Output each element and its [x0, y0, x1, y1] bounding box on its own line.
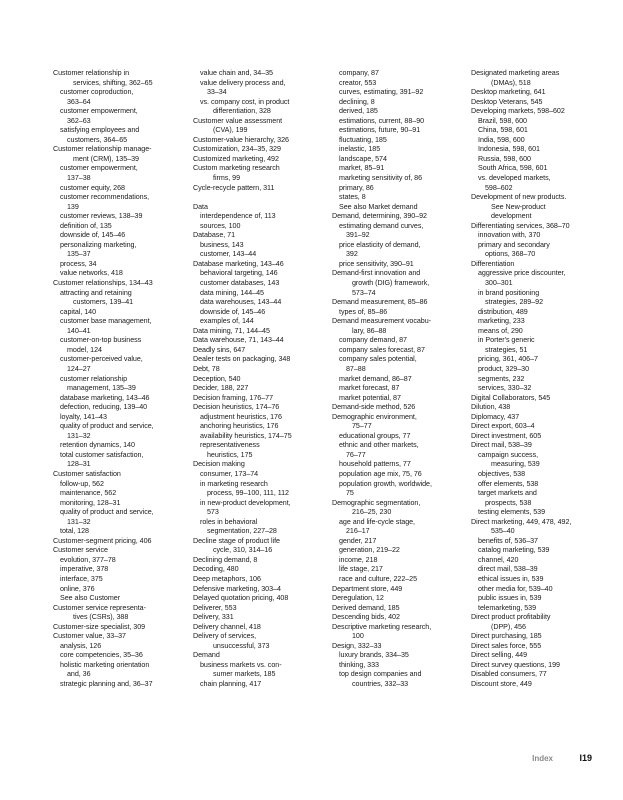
index-subentry: 300–301 [485, 279, 513, 288]
index-entry: Customer satisfaction [53, 469, 121, 478]
index-subentry: 76–77 [346, 450, 366, 459]
index-subentry: customer databases, 143 [200, 279, 280, 288]
index-entry: Data [193, 202, 208, 211]
index-subentry: unsuccessful, 373 [213, 641, 270, 650]
index-subentry: 573–74 [352, 288, 376, 297]
index-entry: Developing markets, 598–602 [471, 107, 565, 116]
index-column-2 [193, 69, 341, 690]
index-subentry: definition of, 135 [60, 221, 112, 230]
index-subentry: (DPP), 456 [491, 622, 526, 631]
index-entry: Deliverer, 553 [193, 603, 237, 612]
index-subentry: See also Market demand [339, 202, 418, 211]
index-subentry: strategies, 51 [485, 345, 528, 354]
index-subentry: benefits of, 536–37 [478, 536, 538, 545]
index-subentry: price elasticity of demand, [339, 240, 421, 249]
index-subentry: race and culture, 222–25 [339, 574, 418, 583]
index-entry: Descriptive marketing research, [332, 622, 432, 631]
index-subentry: customer coproduction, [60, 88, 134, 97]
index-subentry: aggressive price discounter, [478, 269, 566, 278]
index-subentry: campaign success, [478, 450, 539, 459]
index-subentry: and, 36 [67, 670, 91, 679]
index-column-4 [471, 69, 619, 690]
index-subentry: distribution, 489 [478, 307, 528, 316]
index-subentry: in brand positioning [478, 288, 540, 297]
index-entry: Customer value, 33–37 [53, 632, 126, 641]
index-entry: Customization, 234–35, 329 [193, 145, 281, 154]
index-subentry: means of, 290 [478, 326, 523, 335]
index-subentry: process, 99–100, 111, 112 [207, 489, 289, 498]
index-subentry: roles in behavioral [200, 517, 258, 526]
index-entry: Customer value assessment [193, 116, 283, 125]
index-subentry: interdependence of, 113 [200, 212, 276, 221]
index-subentry: 363–64 [67, 97, 91, 106]
index-subentry: 131–32 [67, 431, 91, 440]
index-subentry: estimations, current, 88–90 [339, 116, 425, 125]
index-subentry: vs. company cost, in product [200, 97, 290, 106]
index-subentry: 362–63 [67, 116, 91, 125]
index-subentry: (CVA), 199 [213, 126, 248, 135]
index-column-1 [53, 69, 201, 690]
index-subentry: 139 [67, 202, 79, 211]
index-entry: Defensive marketing, 303–4 [193, 584, 281, 593]
index-subentry: marketing sensitivity of, 86 [339, 174, 423, 183]
index-subentry: segments, 232 [478, 374, 525, 383]
index-subentry: top design companies and [339, 670, 422, 679]
index-entry: Data mining, 71, 144–45 [193, 326, 270, 335]
index-subentry: derived, 185 [339, 107, 378, 116]
index-subentry: 75 [346, 489, 354, 498]
index-entry: Deregulation, 12 [332, 594, 384, 603]
index-subentry: customer reviews, 138–39 [60, 212, 143, 221]
index-entry: Delivery, 331 [193, 613, 234, 622]
index-subentry: types of, 85–86 [339, 307, 388, 316]
index-entry: Direct marketing, 449, 478, 492, [471, 517, 572, 526]
index-subentry: total customer satisfaction, [60, 450, 144, 459]
index-subentry: curves, estimating, 391–92 [339, 88, 424, 97]
index-entry: Decoding, 480 [193, 565, 239, 574]
index-entry: Customer relationship in [53, 69, 130, 77]
footer-page-number: I19 [579, 753, 592, 763]
index-entry: Demographic environment, [332, 412, 417, 421]
index-subentry: price sensitivity, 390–91 [339, 259, 414, 268]
index-subentry: other media for, 539–40 [478, 584, 553, 593]
index-subentry: value delivery process and, [200, 78, 286, 87]
index-subentry: attracting and retaining [60, 288, 132, 297]
index-subentry: life stage, 217 [339, 565, 383, 574]
index-entry: Demand-side method, 526 [332, 403, 416, 412]
index-entry: Customer relationship manage- [53, 145, 152, 154]
index-subentry: South Africa, 598, 601 [478, 164, 548, 173]
index-subentry: online, 376 [60, 584, 95, 593]
index-entry: Customer relationships, 134–43 [53, 279, 153, 288]
index-subentry: company, 87 [339, 69, 379, 77]
index-subentry: loyalty, 141–43 [60, 412, 107, 421]
index-subentry: capital, 140 [60, 307, 97, 316]
index-subentry: maintenance, 562 [60, 489, 117, 498]
index-subentry: customer, 143–44 [200, 250, 257, 259]
index-entry: Decider, 188, 227 [193, 384, 249, 393]
index-subentry: See also Customer [60, 594, 121, 603]
index-subentry: differentiation, 328 [213, 107, 271, 116]
index-subentry: 75–77 [352, 422, 372, 431]
index-entry: Dealer tests on packaging, 348 [193, 355, 291, 364]
index-subentry: age and life-cycle stage, [339, 517, 416, 526]
index-entry: Database, 71 [193, 231, 235, 240]
index-subentry: chain planning, 417 [200, 680, 262, 688]
index-subentry: 100 [352, 632, 364, 641]
index-subentry: quality of product and service, [60, 508, 154, 517]
index-subentry: 598–602 [485, 183, 513, 192]
index-subentry: 216–17 [346, 527, 370, 536]
index-subentry: lary, 86–88 [352, 326, 387, 335]
index-entry: Design, 332–33 [332, 641, 382, 650]
index-subentry: anchoring heuristics, 176 [200, 422, 279, 431]
index-entry: Direct product profitability [471, 613, 551, 622]
index-subentry: declining, 8 [339, 97, 375, 106]
index-subentry: analysis, 126 [60, 641, 102, 650]
index-subentry: India, 598, 600 [478, 135, 525, 144]
index-subentry: 135–37 [67, 250, 91, 259]
index-subentry: cycle, 310, 314–16 [213, 546, 273, 555]
index-subentry: customers, 139–41 [73, 298, 134, 307]
index-entry: Demand [193, 651, 220, 660]
index-subentry: consumer, 173–74 [200, 469, 259, 478]
index-subentry: pricing, 361, 406–7 [478, 355, 538, 364]
index-subentry: channel, 420 [478, 555, 519, 564]
index-entry: Delivery of services, [193, 632, 257, 641]
index-subentry: defection, reducing, 139–40 [60, 403, 148, 412]
index-subentry: services, shifting, 362–65 [73, 78, 153, 87]
index-entry: Database marketing, 143–46 [193, 259, 284, 268]
index-subentry: marketing, 233 [478, 317, 525, 326]
index-entry: Demand measurement vocabu- [332, 317, 431, 326]
index-subentry: China, 598, 601 [478, 126, 528, 135]
index-subentry: countries, 332–33 [352, 680, 409, 688]
index-entry: Decline stage of product life [193, 536, 280, 545]
index-subentry: customer recommendations, [60, 193, 150, 202]
footer-section-label: Index [532, 754, 553, 763]
index-entry: Discount store, 449 [471, 680, 532, 688]
index-subentry: imperative, 378 [60, 565, 109, 574]
index-subentry: company sales forecast, 87 [339, 345, 425, 354]
index-subentry: 124–27 [67, 364, 91, 373]
index-subentry: product, 329–30 [478, 364, 530, 373]
index-subentry: customer empowerment, [60, 107, 138, 116]
index-entry: Disabled consumers, 77 [471, 670, 547, 679]
index-subentry: interface, 375 [60, 574, 103, 583]
index-subentry: quality of product and service, [60, 422, 154, 431]
index-subentry: holistic marketing orientation [60, 660, 150, 669]
index-subentry: primary and secondary [478, 240, 550, 249]
index-subentry: educational groups, 77 [339, 431, 411, 440]
index-subentry: estimating demand curves, [339, 221, 424, 230]
index-entry: Desktop marketing, 641 [471, 88, 546, 97]
index-subentry: customer-on-top business [60, 336, 142, 345]
index-subentry: income, 218 [339, 555, 378, 564]
index-subentry: creator, 553 [339, 78, 377, 87]
index-subentry: 87–88 [346, 364, 366, 373]
index-subentry: primary, 86 [339, 183, 374, 192]
index-subentry: objectives, 538 [478, 469, 526, 478]
index-subentry: public issues in, 539 [478, 594, 542, 603]
index-entry: Customer-value hierarchy, 326 [193, 135, 289, 144]
index-entry: Demand, determining, 390–92 [332, 212, 427, 221]
index-entry: Direct mail, 538–39 [471, 441, 532, 450]
index-entry: Digital Collaborators, 545 [471, 393, 551, 402]
index-subentry: gender, 217 [339, 536, 377, 545]
index-subentry: process, 34 [60, 259, 97, 268]
index-subentry: ment (CRM), 135–39 [73, 154, 139, 163]
index-entry: Deep metaphors, 106 [193, 574, 261, 583]
index-subentry: in Porter's generic [478, 336, 535, 345]
index-subentry: examples of, 144 [200, 317, 254, 326]
index-subentry: options, 368–70 [485, 250, 536, 259]
index-subentry: customer base management, [60, 317, 152, 326]
index-subentry: model, 124 [67, 345, 102, 354]
index-subentry: market forecast, 87 [339, 384, 400, 393]
index-subentry: market, 85–91 [339, 164, 385, 173]
index-subentry: 137–38 [67, 174, 91, 183]
index-subentry: luxury brands, 334–35 [339, 651, 409, 660]
index-subentry: population growth, worldwide, [339, 479, 432, 488]
index-subentry: in marketing research [200, 479, 268, 488]
index-subentry: tives (CSRs), 388 [73, 613, 129, 622]
index-subentry: company demand, 87 [339, 336, 407, 345]
index-entry: Deception, 540 [193, 374, 241, 383]
index-entry: Decision heuristics, 174–76 [193, 403, 280, 412]
index-entry: Designated marketing areas [471, 69, 560, 77]
index-subentry: representativeness [200, 441, 260, 450]
index-subentry: sources, 100 [200, 221, 241, 230]
index-subentry: downside of, 145–46 [200, 307, 266, 316]
index-subentry: downside of, 145–46 [60, 231, 126, 240]
index-entry: Customer-size specialist, 309 [53, 622, 146, 631]
index-subentry: market demand, 86–87 [339, 374, 412, 383]
index-subentry: innovation with, 370 [478, 231, 541, 240]
index-entry: Direct survey questions, 199 [471, 660, 560, 669]
index-subentry: growth (DIG) framework, [352, 279, 430, 288]
index-entry: Direct sales force, 555 [471, 641, 542, 650]
index-entry: Direct purchasing, 185 [471, 632, 542, 641]
index-entry: Development of new products. [471, 193, 567, 202]
index-entry: Direct selling, 449 [471, 651, 527, 660]
index-subentry: thinking, 333 [339, 660, 379, 669]
index-entry: Demand measurement, 85–86 [332, 298, 428, 307]
index-subentry: 128–31 [67, 460, 91, 469]
index-subentry: ethnic and other markets, [339, 441, 419, 450]
index-entry: Descending bids, 402 [332, 613, 400, 622]
index-subentry: 131–32 [67, 517, 91, 526]
index-subentry: personalizing marketing, [60, 240, 137, 249]
index-subentry: adjustment heuristics, 176 [200, 412, 282, 421]
index-subentry: catalog marketing, 539 [478, 546, 550, 555]
index-subentry: states, 8 [339, 193, 366, 202]
index-column-3 [332, 69, 480, 690]
index-subentry: 140–41 [67, 326, 91, 335]
index-subentry: segmentation, 227–28 [207, 527, 277, 536]
index-subentry: Russia, 598, 600 [478, 154, 531, 163]
index-subentry: ethical issues in, 539 [478, 574, 544, 583]
index-subentry: See New-product [491, 202, 546, 211]
index-subentry: sumer markets, 185 [213, 670, 276, 679]
index-entry: Demand-first innovation and [332, 269, 421, 278]
index-subentry: company sales potential, [339, 355, 417, 364]
index-subentry: customer empowerment, [60, 164, 138, 173]
index-subentry: value networks, 418 [60, 269, 123, 278]
index-subentry: firms, 99 [213, 174, 241, 183]
index-subentry: (DMAs), 518 [491, 78, 531, 87]
index-subentry: household patterns, 77 [339, 460, 411, 469]
index-subentry: monitoring, 128–31 [60, 498, 121, 507]
index-entry: Differentiating services, 368–70 [471, 221, 570, 230]
index-subentry: data mining, 144–45 [200, 288, 264, 297]
index-subentry: 33–34 [207, 88, 227, 97]
index-entry: Cycle-recycle pattern, 311 [193, 183, 275, 192]
index-subentry: value chain and, 34–35 [200, 69, 273, 77]
index-subentry: offer elements, 538 [478, 479, 539, 488]
index-subentry: customer relationship [60, 374, 128, 383]
index-subentry: Indonesia, 598, 601 [478, 145, 540, 154]
index-subentry: testing elements, 539 [478, 508, 546, 517]
index-entry: Desktop Veterans, 545 [471, 97, 543, 106]
index-entry: Deadly sins, 647 [193, 345, 246, 354]
index-subentry: vs. developed markets, [478, 174, 551, 183]
index-entry: Differentiation [471, 259, 515, 268]
index-subentry: business markets vs. con- [200, 660, 282, 669]
index-subentry: management, 135–39 [67, 384, 136, 393]
index-subentry: fluctuating, 185 [339, 135, 387, 144]
index-subentry: population age mix, 75, 76 [339, 469, 422, 478]
index-entry: Direct investment, 605 [471, 431, 542, 440]
index-subentry: market potential, 87 [339, 393, 401, 402]
entry-gap [193, 193, 341, 203]
index-subentry: strategic planning and, 36–37 [60, 680, 153, 688]
index-entry: Diplomacy, 437 [471, 412, 520, 421]
index-subentry: inelastic, 185 [339, 145, 381, 154]
index-entry: Decision making [193, 460, 245, 469]
index-subentry: customers, 364–65 [67, 135, 128, 144]
index-subentry: data warehouses, 143–44 [200, 298, 282, 307]
index-subentry: in new-product development, [200, 498, 291, 507]
index-subentry: measuring, 539 [491, 460, 540, 469]
index-subentry: services, 330–32 [478, 384, 532, 393]
index-subentry: database marketing, 143–46 [60, 393, 150, 402]
index-subentry: availability heuristics, 174–75 [200, 431, 292, 440]
index-subentry: telemarketing, 539 [478, 603, 537, 612]
index-subentry: strategies, 289–92 [485, 298, 544, 307]
index-subentry: behavioral targeting, 146 [200, 269, 278, 278]
index-entry: Derived demand, 185 [332, 603, 400, 612]
index-subentry: prospects, 538 [485, 498, 532, 507]
page-footer [0, 754, 623, 768]
index-subentry: 535–40 [491, 527, 515, 536]
index-entry: Dilution, 438 [471, 403, 511, 412]
index-subentry: 392 [346, 250, 358, 259]
index-subentry: follow-up, 562 [60, 479, 104, 488]
index-subentry: satisfying employees and [60, 126, 140, 135]
index-entry: Declining demand, 8 [193, 555, 258, 564]
index-entry: Demographic segmentation, [332, 498, 421, 507]
index-entry: Department store, 449 [332, 584, 403, 593]
index-subentry: core competencies, 35–36 [60, 651, 143, 660]
index-subentry: landscape, 574 [339, 154, 387, 163]
index-entry: Delayed quotation pricing, 408 [193, 594, 289, 603]
index-entry: Debt, 78 [193, 364, 220, 373]
index-subentry: retention dynamics, 140 [60, 441, 135, 450]
index-entry: Data warehouse, 71, 143–44 [193, 336, 284, 345]
index-subentry: 391–92 [346, 231, 370, 240]
index-entry: Customer service representa- [53, 603, 146, 612]
index-subentry: customer-perceived value, [60, 355, 143, 364]
index-subentry: total, 128 [60, 527, 89, 536]
index-entry: Custom marketing research [193, 164, 280, 173]
index-subentry: customer equity, 268 [60, 183, 125, 192]
index-subentry: business, 143 [200, 240, 244, 249]
index-subentry: target markets and [478, 489, 537, 498]
index-entry: Customized marketing, 492 [193, 154, 279, 163]
index-subentry: generation, 219–22 [339, 546, 400, 555]
index-subentry: Brazil, 598, 600 [478, 116, 527, 125]
index-entry: Direct export, 603–4 [471, 422, 535, 431]
index-subentry: evolution, 377–78 [60, 555, 116, 564]
index-subentry: development [491, 212, 532, 221]
index-subentry: 216–25, 230 [352, 508, 392, 517]
index-subentry: 573 [207, 508, 219, 517]
index-subentry: heuristics, 175 [207, 450, 253, 459]
index-entry: Customer-segment pricing, 406 [53, 536, 152, 545]
index-entry: Delivery channel, 418 [193, 622, 261, 631]
index-entry: Customer service [53, 546, 108, 555]
index-subentry: direct mail, 538–39 [478, 565, 538, 574]
index-subentry: estimations, future, 90–91 [339, 126, 421, 135]
index-entry: Decision framing, 176–77 [193, 393, 274, 402]
